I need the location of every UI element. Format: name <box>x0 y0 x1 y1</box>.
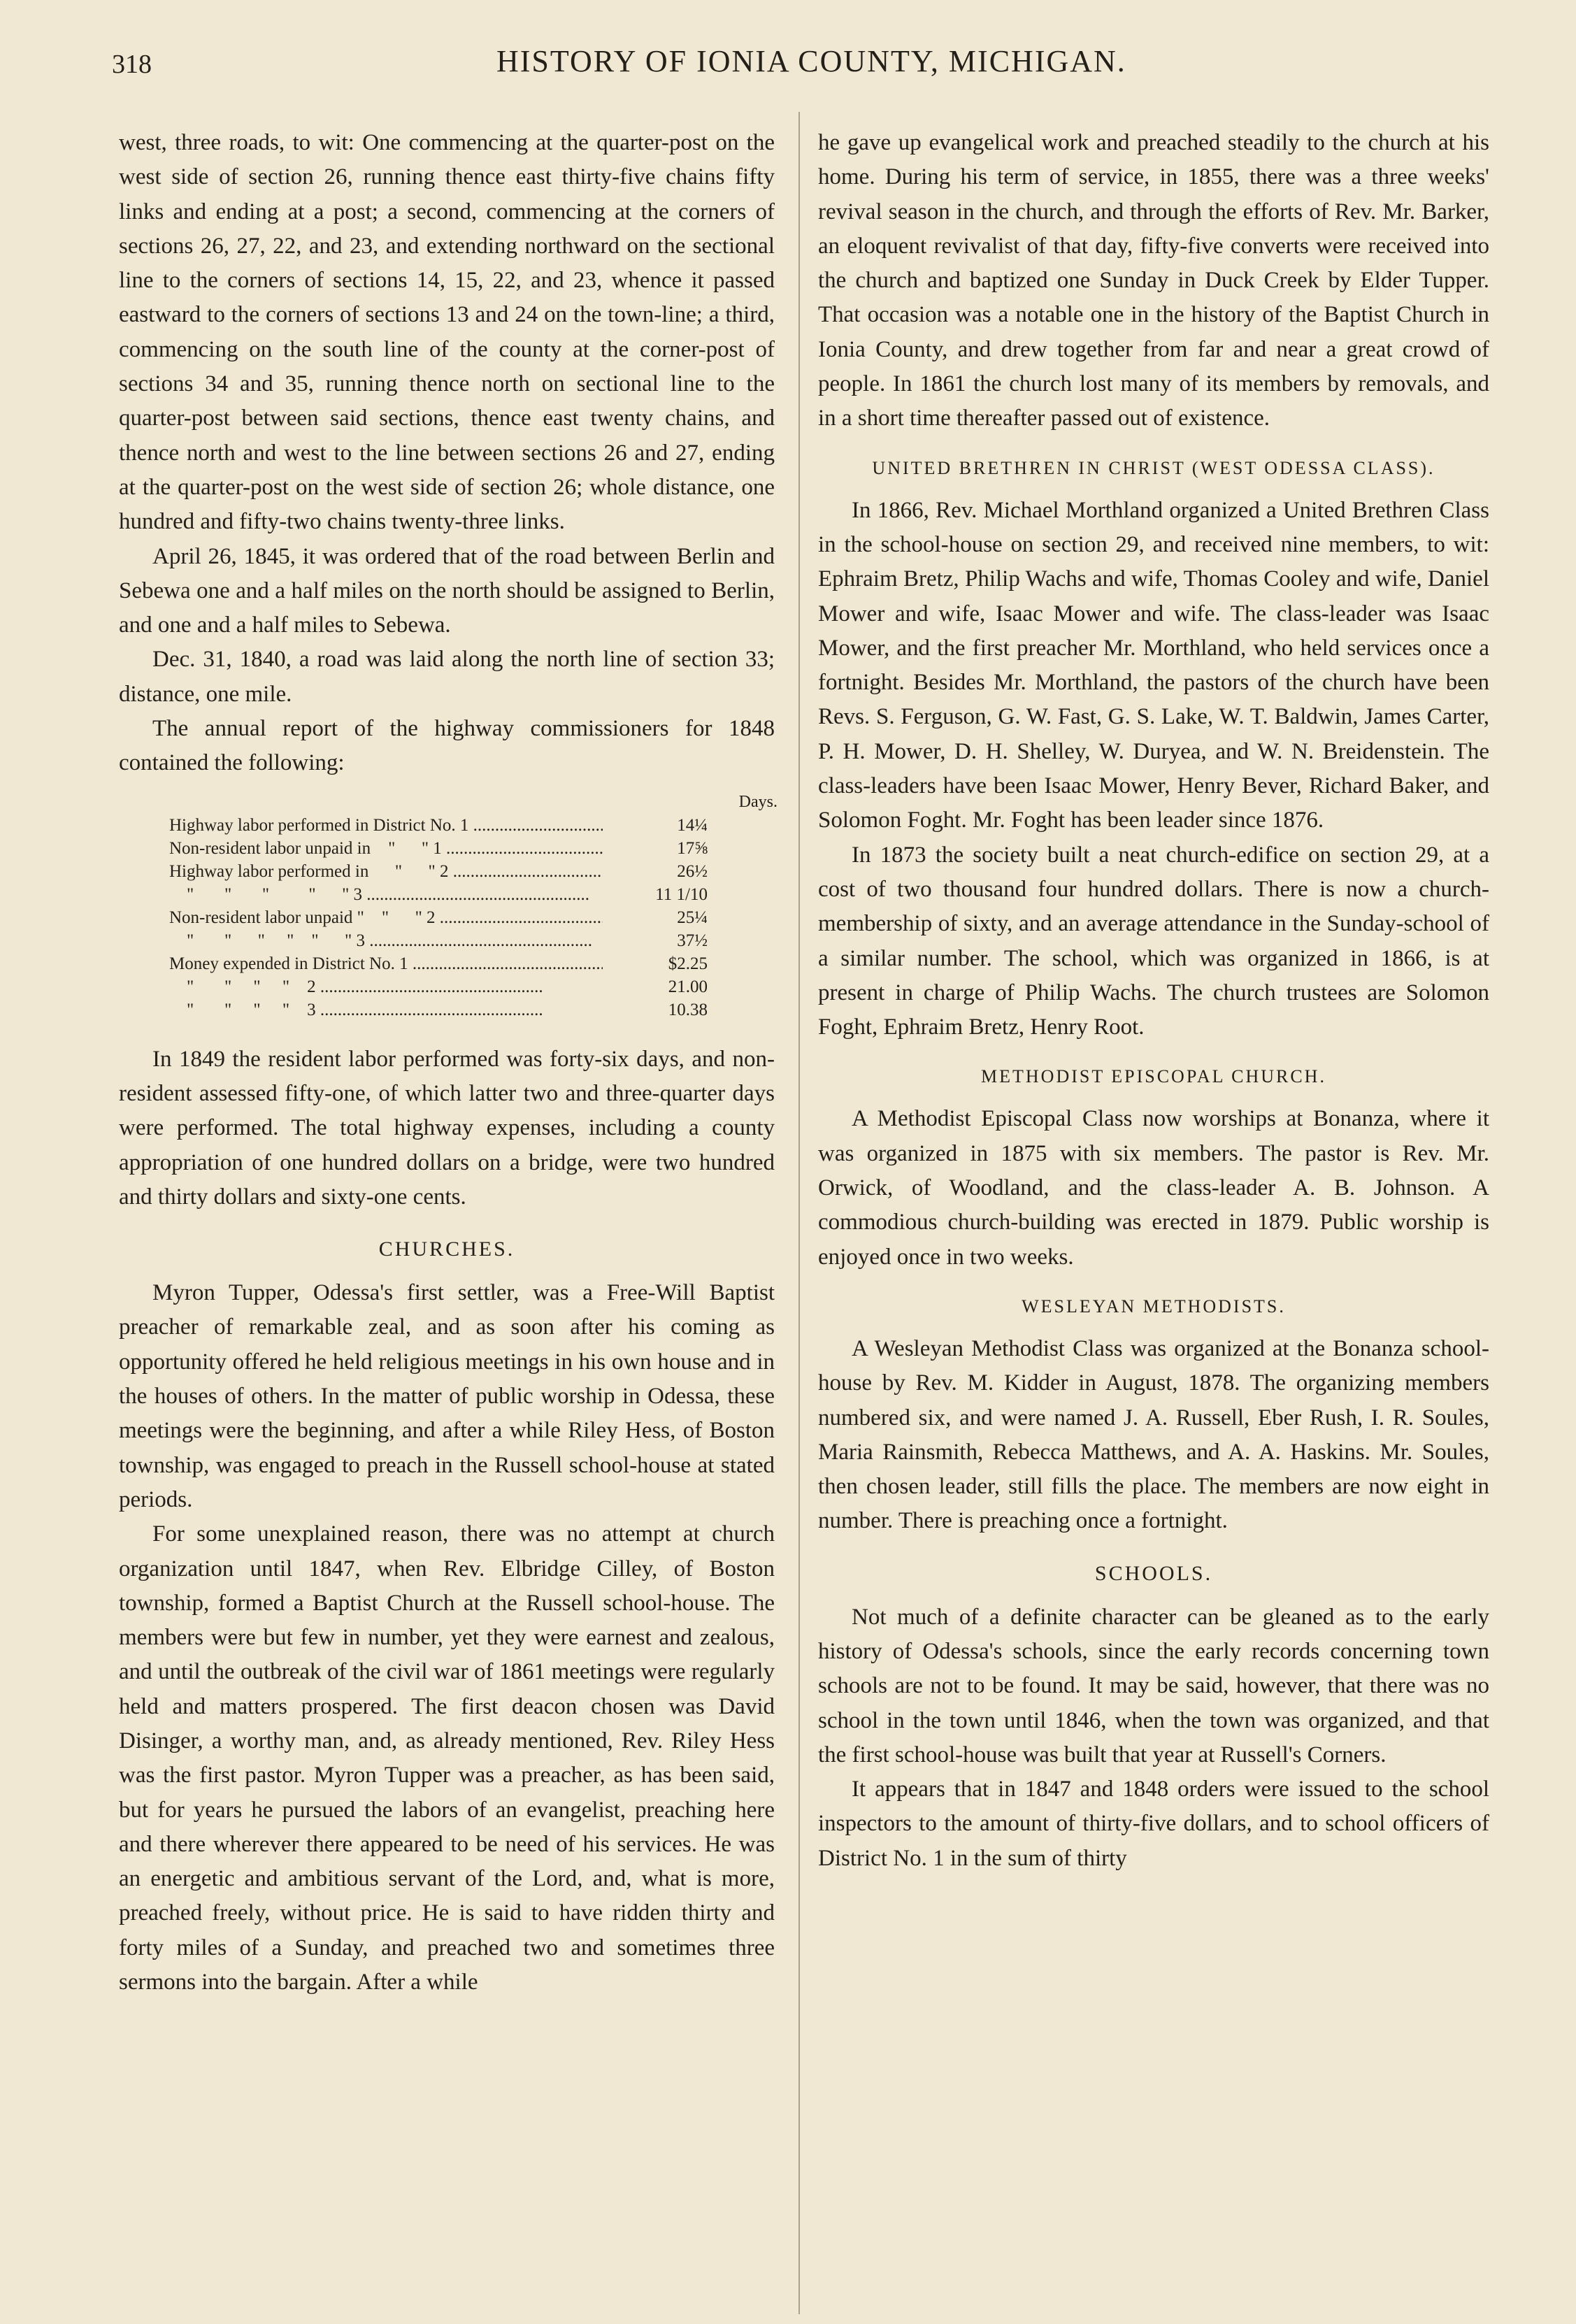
page-header <box>112 43 1503 85</box>
left-column <box>119 126 778 2000</box>
paragraph: In 1866, Rev. Michael Morthland organized a United Brethren Class in the school-house on section 29, and received nine members, to wit: Ephraim Bretz, Philip Wachs and wife, Thomas Cooley and wife, Daniel Mower and wife, Isaac Mower and wife. The class-leader was Isaac Mower, and the first preacher Mr. Morthland, who held services once a fortnight. Besides Mr. Morthland, the pastors of the church have been Revs. S. Ferguson, G. W. Fast, G. S. Lake, W. T. Baldwin, James Carter, P. H. Mower, D. H. Shelley, W. Duryea, and W. N. Breidenstein. The class-leaders have been Isaac Mower, Henry Bever, Richard Baker, and Solomon Foght. Mr. Foght has been leader since 1876. <box>818 497 1489 833</box>
page-number: 318 <box>112 50 152 79</box>
section-heading-wesleyan-methodists: WESLEYAN METHODISTS. <box>1022 1296 1286 1317</box>
running-title: HISTORY OF IONIA COUNTY, MICHIGAN. <box>496 44 1126 78</box>
row-value: 25¼ <box>677 908 708 927</box>
table-row <box>169 883 798 906</box>
row-value: 17⅝ <box>677 838 708 858</box>
section-heading-methodist-episcopal: METHODIST EPISCOPAL CHURCH. <box>981 1066 1326 1087</box>
paragraph: In 1873 the society built a neat church-edifice on section 29, at a cost of two thousand four hundred dollars. There is now a church-membership of sixty, and an average attendance in the Sunday-school of a similar number. The school, which was organized in 1866, is at present in charge of Philip Wachs. The church trustees are Solomon Foght, Ephraim Bretz, Henry Root. <box>818 842 1489 1040</box>
paragraph: For some unexplained reason, there was no attempt at church organization until 1847, when Rev. Elbridge Cilley, of Boston township, formed a Baptist Church at the Russell school-house. The members were but few in number, yet they were earnest and zealous, and until the outbreak of the civil war of 1861 meetings were regularly held and matters prospered. The first deacon chosen was David Disinger, a worthy man, and, as already mentioned, Rev. Riley Hess was the first pastor. Myron Tupper was a preacher, as has been said, but for years he pursued the labors of an evangelist, preaching here and there wherever there appeared to be need of his services. He was an energetic and ambitious servant of the Lord, and, what is more, preached freely, without price. He is said to have ridden thirty and forty miles of a Sunday, and preached two and sometimes three sermons into the bargain. After a while <box>119 1521 775 1995</box>
table-row <box>169 998 798 1021</box>
table-row <box>169 906 798 929</box>
paragraph: April 26, 1845, it was ordered that of the road between Berlin and Sebewa one and a half miles on the north should be assigned to Berlin, and one and a half miles to Sebewa. <box>119 543 775 638</box>
row-label: " " " " 2 ..... <box>169 975 603 998</box>
paragraph: It appears that in 1847 and 1848 orders were issued to the school inspectors to the amount of thirty-five dollars, and to school officers of District No. 1 in the sum of thirty <box>818 1777 1489 1871</box>
paragraph: The annual report of the highway commissioners for 1848 contained the following: <box>119 716 775 776</box>
table-row <box>169 837 798 860</box>
row-value: 14¼ <box>677 815 708 835</box>
row-value: 26½ <box>677 861 708 881</box>
section-heading-churches: CHURCHES. <box>378 1238 515 1261</box>
row-value: $2.25 <box>668 954 708 973</box>
table-row <box>169 952 798 975</box>
section-heading-united-brethren: UNITED BRETHREN IN CHRIST (WEST ODESSA CLASS). <box>872 457 1435 478</box>
column-divider <box>798 112 800 2314</box>
row-label: Non-resident labor unpaid in " " 1 ..... <box>169 837 603 860</box>
row-value: 21.00 <box>668 977 708 996</box>
table-row <box>169 975 798 998</box>
row-value: 11 1/10 <box>655 884 708 904</box>
row-label: Highway labor performed in District No. 1 ..... <box>169 814 603 837</box>
table-row <box>169 814 798 837</box>
row-value: 37½ <box>677 931 708 950</box>
section-heading-schools: SCHOOLS. <box>1094 1561 1213 1585</box>
paragraph: Dec. 31, 1840, a road was laid along the north line of section 33; distance, one mile. <box>119 647 775 707</box>
highway-report-table <box>169 791 798 1021</box>
paragraph: A Methodist Episcopal Class now worships at Bonanza, where it was organized in 1875 with six members. The pastor is Rev. Mr. Orwick, of Woodland, and the class-leader A. B. Johnson. A commodious church-building was erected in 1879. Public worship is enjoyed once in two weeks. <box>818 1106 1489 1270</box>
table-row <box>169 929 798 952</box>
paragraph: A Wesleyan Methodist Class was organized at the Bonanza school-house by Rev. M. Kidder in August, 1878. The organizing members numbered six, and were named J. A. Russell, Eber Rush, I. R. Soules, Maria Rainsmith, Rebecca Matthews, and A. A. Haskins. Mr. Soules, then chosen leader, still fills the place. The members are now eight in number. There is preaching once a fortnight. <box>818 1335 1489 1534</box>
paragraph: Myron Tupper, Odessa's first settler, was a Free-Will Baptist preacher of remarkable zeal, and as soon after his coming as opportunity offered he held religious meetings in his own house and in the houses of others. In the matter of public worship in Odessa, these meetings were the beginning, and after a while Riley Hess, of Boston township, was engaged to preach in the Russell school-house at stated periods. <box>119 1280 775 1512</box>
paragraph: he gave up evangelical work and preached steadily to the church at his home. During his term of service, in 1855, there was a three weeks' revival season in the church, and through the efforts of Rev. Mr. Barker, an eloquent revivalist of that day, fifty-five converts were received into the church and baptized one Sunday in Duck Creek by Elder Tupper. That occasion was a notable one in the history of the Baptist Church in Ionia County, and drew together from far and near a great crowd of people. In 1861 the church lost many of its members by removals, and in a short time thereafter passed out of existence. <box>818 130 1489 431</box>
row-label: " " " " " " 3 ..... <box>169 929 603 952</box>
row-label: " " " " 3 ..... <box>169 998 603 1021</box>
right-column <box>818 126 1489 1876</box>
table-row <box>169 860 798 883</box>
row-label: Money expended in District No. 1 ..... <box>169 952 603 975</box>
paragraph: west, three roads, to wit: One commencing at the quarter-post on the west side of section 26, running thence east thirty-five chains fifty links and ending at a post; a second, commencing at the corners of sections 26, 27, 22, and 23, and extending northward on the sectional line to the corners of sections 14, 15, 22, and 23, whence it passed eastward to the corners of sections 13 and 24 on the town-line; a third, commencing on the south line of the county at the corner-post of sections 34 and 35, running thence north on sectional line to the quarter-post between said sections, thence east twenty chains, and thence north and west to the line between sections 26 and 27, ending at the quarter-post on the west side of section 26; whole distance, one hundred and fifty-two chains twenty-three links. <box>119 130 775 535</box>
row-value: 10.38 <box>668 1000 708 1019</box>
row-label: Non-resident labor unpaid " " " 2 ..... <box>169 906 603 929</box>
paragraph: Not much of a definite character can be gleaned as to the early history of Odessa's schools, since the early records concerning town schools are not to be found. It may be said, however, that there was no school in the town until 1846, when the town was organized, and that the first school-house was built that year at Russell's Corners. <box>818 1604 1489 1767</box>
paragraph: In 1849 the resident labor performed was forty-six days, and non-resident assessed fifty-one, of which latter two and three-quarter days were performed. The total highway expenses, including a county appropriation of one hundred dollars on a bridge, were two hundred and thirty dollars and sixty-one cents. <box>119 1046 775 1210</box>
table-header: Days. <box>738 792 778 811</box>
row-label: " " " " " 3 ..... <box>169 883 603 906</box>
row-label: Highway labor performed in " " 2 ..... <box>169 860 603 883</box>
